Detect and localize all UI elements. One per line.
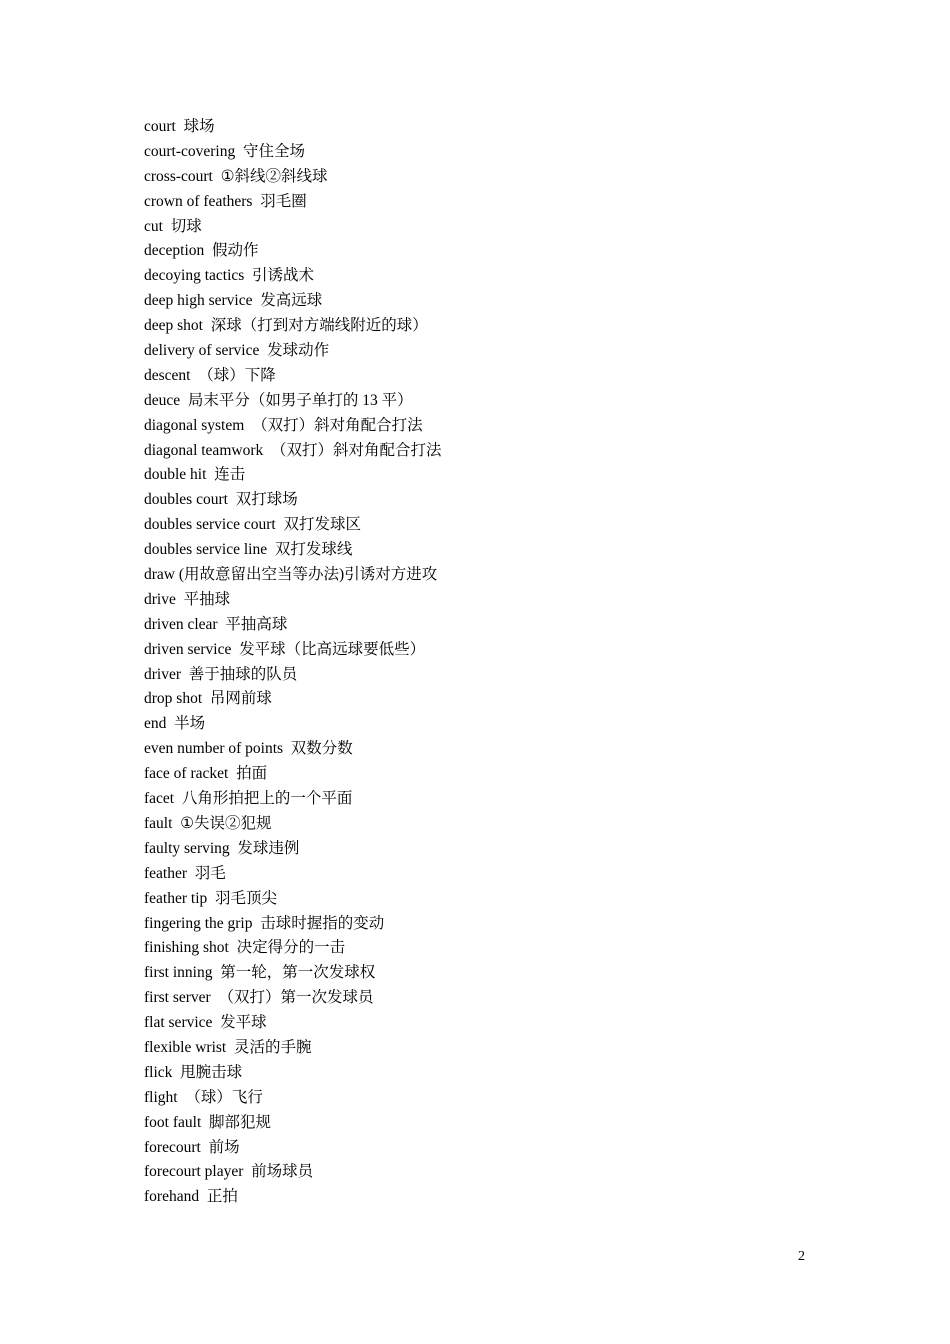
glossary-entry xyxy=(144,1136,442,1161)
entry-separator xyxy=(259,342,267,359)
entry-term: forecourt player xyxy=(144,1163,244,1181)
glossary-entry xyxy=(144,190,442,215)
glossary-entry xyxy=(144,165,442,190)
entry-meaning: 双数分数 xyxy=(290,740,353,758)
entry-term: deuce xyxy=(144,391,181,409)
entry-term: diagonal teamwork xyxy=(144,441,264,459)
glossary-entry xyxy=(144,115,442,140)
entry-separator xyxy=(244,417,252,434)
glossary-entry xyxy=(144,1160,442,1185)
entry-separator xyxy=(229,939,237,956)
entry-term: facet xyxy=(144,790,175,808)
entry-term: doubles court xyxy=(144,491,228,509)
glossary-entry xyxy=(144,663,442,688)
entry-term: double hit xyxy=(144,466,207,484)
entry-term: court xyxy=(144,118,176,135)
entry-meaning: 假动作 xyxy=(212,242,259,260)
entry-term: flat service xyxy=(144,1014,213,1032)
entry-meaning: 发球动作 xyxy=(267,342,330,360)
entry-separator xyxy=(176,591,184,608)
entry-term: finishing shot xyxy=(144,939,229,957)
glossary-entry xyxy=(144,538,442,563)
glossary-entry xyxy=(144,414,442,439)
glossary-entry xyxy=(144,1185,442,1210)
entry-separator xyxy=(181,666,189,683)
glossary-entry xyxy=(144,588,442,613)
entry-meaning: 发平球 xyxy=(220,1014,267,1032)
entry-term: diagonal system xyxy=(144,416,245,434)
glossary-entry xyxy=(144,439,442,464)
glossary-entry xyxy=(144,1086,442,1111)
entry-meaning: 前场球员 xyxy=(251,1163,314,1181)
entry-meaning: 发平球（比高远球要低些） xyxy=(239,640,426,658)
entry-term: faulty serving xyxy=(144,839,230,857)
entry-term: doubles service court xyxy=(144,516,276,534)
entry-term: end xyxy=(144,715,167,733)
glossary-entry xyxy=(144,140,442,165)
glossary-entry xyxy=(144,488,442,513)
entry-separator xyxy=(228,765,236,782)
entry-term: feather xyxy=(144,864,188,882)
entry-meaning: 守住全场 xyxy=(243,142,306,160)
glossary-entry xyxy=(144,513,442,538)
entry-meaning: 正拍 xyxy=(206,1188,238,1206)
entry-meaning: 八角形拍把上的一个平面 xyxy=(181,790,353,808)
glossary-entry xyxy=(144,463,442,488)
entry-term: flick xyxy=(144,1063,173,1081)
entry-term: even number of points xyxy=(144,740,284,758)
entry-meaning: 发球违例 xyxy=(237,839,300,857)
entry-separator xyxy=(166,715,174,732)
glossary-entry xyxy=(144,239,442,264)
page-number: 2 xyxy=(798,1249,805,1264)
glossary-entry xyxy=(144,712,442,737)
entry-term: foot fault xyxy=(144,1113,202,1131)
entry-meaning: （球）飞行 xyxy=(185,1088,263,1106)
entry-separator xyxy=(228,491,236,508)
entry-term: fault xyxy=(144,814,173,832)
entry-separator xyxy=(244,267,252,284)
entry-term: doubles service line xyxy=(144,541,268,559)
entry-meaning: （双打）斜对角配合打法 xyxy=(270,441,442,459)
glossary-entry xyxy=(144,314,442,339)
entry-separator xyxy=(212,1014,220,1031)
entry-term: cut xyxy=(144,217,163,235)
glossary-entry xyxy=(144,638,442,663)
entry-meaning: 击球时握指的变动 xyxy=(260,914,385,932)
entry-meaning: 平抽高球 xyxy=(225,615,288,633)
entry-term: forehand xyxy=(144,1188,200,1206)
entry-meaning: 灵活的手腕 xyxy=(233,1038,312,1056)
entry-term: deception xyxy=(144,242,205,260)
entry-separator xyxy=(213,168,221,185)
entry-term: face of racket xyxy=(144,765,229,783)
entry-term: drop shot xyxy=(144,690,203,708)
entry-meaning: 双打发球线 xyxy=(274,541,353,559)
entry-meaning: 甩腕击球 xyxy=(180,1063,243,1081)
entry-separator xyxy=(263,442,271,459)
entry-meaning: 局末平分（如男子单打的 13 平） xyxy=(187,391,413,409)
entry-meaning: （双打）斜对角配合打法 xyxy=(252,416,423,434)
entry-separator xyxy=(174,790,182,807)
entry-meaning: 双打发球区 xyxy=(283,516,361,534)
glossary-entry xyxy=(144,737,442,762)
entry-meaning: 拍面 xyxy=(236,765,268,783)
entry-term: court-covering xyxy=(144,142,236,160)
entry-term: crown of feathers xyxy=(144,192,253,210)
entry-term: fingering the grip xyxy=(144,914,253,932)
glossary-entry xyxy=(144,264,442,289)
entry-meaning: 深球（打到对方端线附近的球） xyxy=(210,317,428,335)
entry-term: forecourt xyxy=(144,1138,201,1156)
entry-separator xyxy=(172,1064,180,1081)
entry-separator xyxy=(267,541,275,558)
entry-meaning: 脚部犯规 xyxy=(209,1113,272,1131)
entry-term: feather tip xyxy=(144,889,208,907)
entry-term: descent xyxy=(144,366,191,384)
entry-meaning: 羽毛 xyxy=(194,864,226,882)
entry-separator xyxy=(202,690,210,707)
entry-separator xyxy=(187,865,195,882)
entry-meaning: 第一轮，第一次发球权 xyxy=(220,964,376,982)
glossary-entry xyxy=(144,912,442,937)
entry-meaning: 决定得分的一击 xyxy=(236,939,346,957)
entry-meaning: 球场 xyxy=(183,118,215,135)
glossary-entry xyxy=(144,389,442,414)
entry-meaning: 羽毛顶尖 xyxy=(215,889,278,907)
entry-term: driven clear xyxy=(144,615,218,633)
glossary-entry xyxy=(144,986,442,1011)
glossary-entry xyxy=(144,787,442,812)
entry-meaning: 善于抽球的队员 xyxy=(188,665,298,683)
glossary-entry xyxy=(144,961,442,986)
glossary-entry xyxy=(144,936,442,961)
entry-term: driven service xyxy=(144,640,232,658)
entry-meaning: (用故意留出空当等办法)引诱对方进攻 xyxy=(178,566,438,584)
glossary-entry xyxy=(144,837,442,862)
entry-term: cross-court xyxy=(144,167,213,185)
glossary-entry xyxy=(144,862,442,887)
entry-term: decoying tactics xyxy=(144,267,245,285)
entry-separator xyxy=(243,1163,251,1180)
entry-meaning: 切球 xyxy=(170,217,202,235)
entry-meaning: （双打）第一次发球员 xyxy=(218,989,374,1007)
entry-meaning: 发高远球 xyxy=(260,292,323,310)
entry-meaning: 引诱战术 xyxy=(252,267,315,285)
entry-separator xyxy=(207,890,215,907)
entry-term: flight xyxy=(144,1088,178,1106)
entry-meaning: 半场 xyxy=(174,715,206,733)
entry-separator xyxy=(163,218,171,235)
entry-meaning: 吊网前球 xyxy=(209,690,272,708)
glossary-entry xyxy=(144,613,442,638)
glossary-entry xyxy=(144,887,442,912)
entry-separator xyxy=(235,143,243,160)
glossary-entry xyxy=(144,687,442,712)
entry-meaning: ①斜线②斜线球 xyxy=(220,167,328,185)
entry-separator xyxy=(201,1139,209,1156)
entry-term: flexible wrist xyxy=(144,1038,227,1056)
entry-meaning: 前场 xyxy=(208,1138,240,1156)
entry-separator xyxy=(176,118,184,135)
entry-meaning: 连击 xyxy=(214,466,246,484)
entry-meaning: 双打球场 xyxy=(235,491,298,509)
entry-meaning: 平抽球 xyxy=(183,590,231,608)
glossary-entry xyxy=(144,339,442,364)
entry-meaning: （球）下降 xyxy=(198,366,276,384)
entry-term: drive xyxy=(144,590,176,608)
glossary-entry xyxy=(144,762,442,787)
entry-term: deep shot xyxy=(144,317,203,335)
glossary-entry xyxy=(144,1061,442,1086)
glossary-entry xyxy=(144,812,442,837)
entry-separator xyxy=(204,242,212,259)
entry-meaning: ①失误②犯规 xyxy=(180,814,272,832)
entry-term: deep high service xyxy=(144,292,253,310)
entry-separator xyxy=(201,1114,209,1131)
entry-term: first inning xyxy=(144,964,213,982)
glossary-entry xyxy=(144,215,442,240)
entry-term: delivery of service xyxy=(144,342,260,360)
glossary-list xyxy=(144,115,442,1210)
glossary-entry xyxy=(144,364,442,389)
glossary-entry xyxy=(144,1036,442,1061)
entry-separator xyxy=(172,815,180,832)
entry-separator xyxy=(180,392,188,409)
entry-separator xyxy=(226,1039,234,1056)
entry-term: driver xyxy=(144,665,182,683)
glossary-entry xyxy=(144,1011,442,1036)
entry-separator xyxy=(203,317,211,334)
entry-separator xyxy=(283,740,291,757)
entry-separator xyxy=(199,1188,207,1205)
entry-term: draw xyxy=(144,566,175,584)
glossary-entry xyxy=(144,1111,442,1136)
entry-separator xyxy=(231,641,239,658)
glossary-entry xyxy=(144,563,442,588)
entry-term: first server xyxy=(144,989,211,1007)
entry-meaning: 羽毛圈 xyxy=(260,192,307,210)
glossary-entry xyxy=(144,289,442,314)
